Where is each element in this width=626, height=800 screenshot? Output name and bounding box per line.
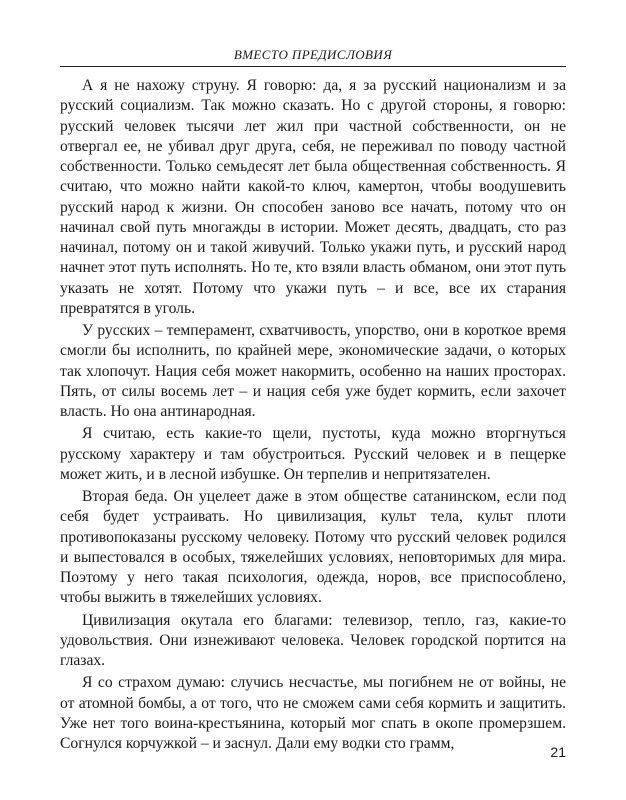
- page-number: 21: [550, 744, 566, 760]
- running-head: ВМЕСТО ПРЕДИСЛОВИЯ: [233, 47, 393, 62]
- paragraph: Я считаю, есть какие-то щели, пустоты, куда можно вторгнуться русскому характеру и там обустроиться. Русский человек и в пещерке может жить, и в лесной избушке. Он терпелив и непритязателен.: [60, 425, 566, 483]
- paragraph: А я не нахожу струну. Я говорю: да, я за русский национализм и за русский социализм. Так можно сказать. Но с другой стороны, я говорю: русский человек тысячи лет жил при частной собственности, он не отвергал ее, не убивал друг друга, себя, не переживал по поводу частной собственности. Только семьдесят лет была общественная собственность. Я считаю, что можно найти какой-то ключ, камертон, чтобы воодушевить русский народ к жизни. Он способен заново все начать, потому что он начинал свой путь многажды в истории. Может десять, двадцать, сто раз начинал, потому он и такой живучий. Только укажи путь, и русский народ начнет этот путь исполнять. Но те, кто взяли власть обманом, они этот путь указать не хотят. Потому что укажи путь – и все, все их старания превратятся в уголь.: [60, 77, 566, 317]
- header-rule: [60, 66, 566, 67]
- paragraph: Цивилизация окутала его благами: телевизор, тепло, газ, какие-то удовольствия. Они изнеживают человека. Человек городской портится на глазах.: [60, 611, 566, 669]
- body-text: [60, 76, 566, 756]
- paragraph: У русских – темперамент, схватчивость, упорство, они в короткое время смогли бы исполнить, по крайней мере, экономические задачи, о которых так хлопочут. Нация себя может накормить, особенно на наших просторах. Пять, от силы восемь лет – и нация себя уже будет кормить, если захочет власть. Но она антинародная.: [60, 322, 566, 420]
- paragraph: Я со страхом думаю: случись несчастье, мы погибнем не от войны, не от атомной бомбы, а от того, что не сможем сами себя кормить и защитить. Уже нет того воина-крестьянина, который мог спать в окопе промерзшем. Согнулся корчужкой – и заснул. Дали ему водки сто грамм,: [60, 674, 566, 752]
- paragraph: Вторая беда. Он уцелеет даже в этом обществе сатанинском, если под себя будет устраивать. Но цивилизация, культ тела, культ плоти противопоказаны русскому человеку. Потому что русский человек родился и выпестовался в особых, тяжелейших условиях, неповторимых для мира. Поэтому у него такая психология, одежда, норов, все приспособлено, чтобы выжить в тяжелейших условиях.: [60, 488, 566, 607]
